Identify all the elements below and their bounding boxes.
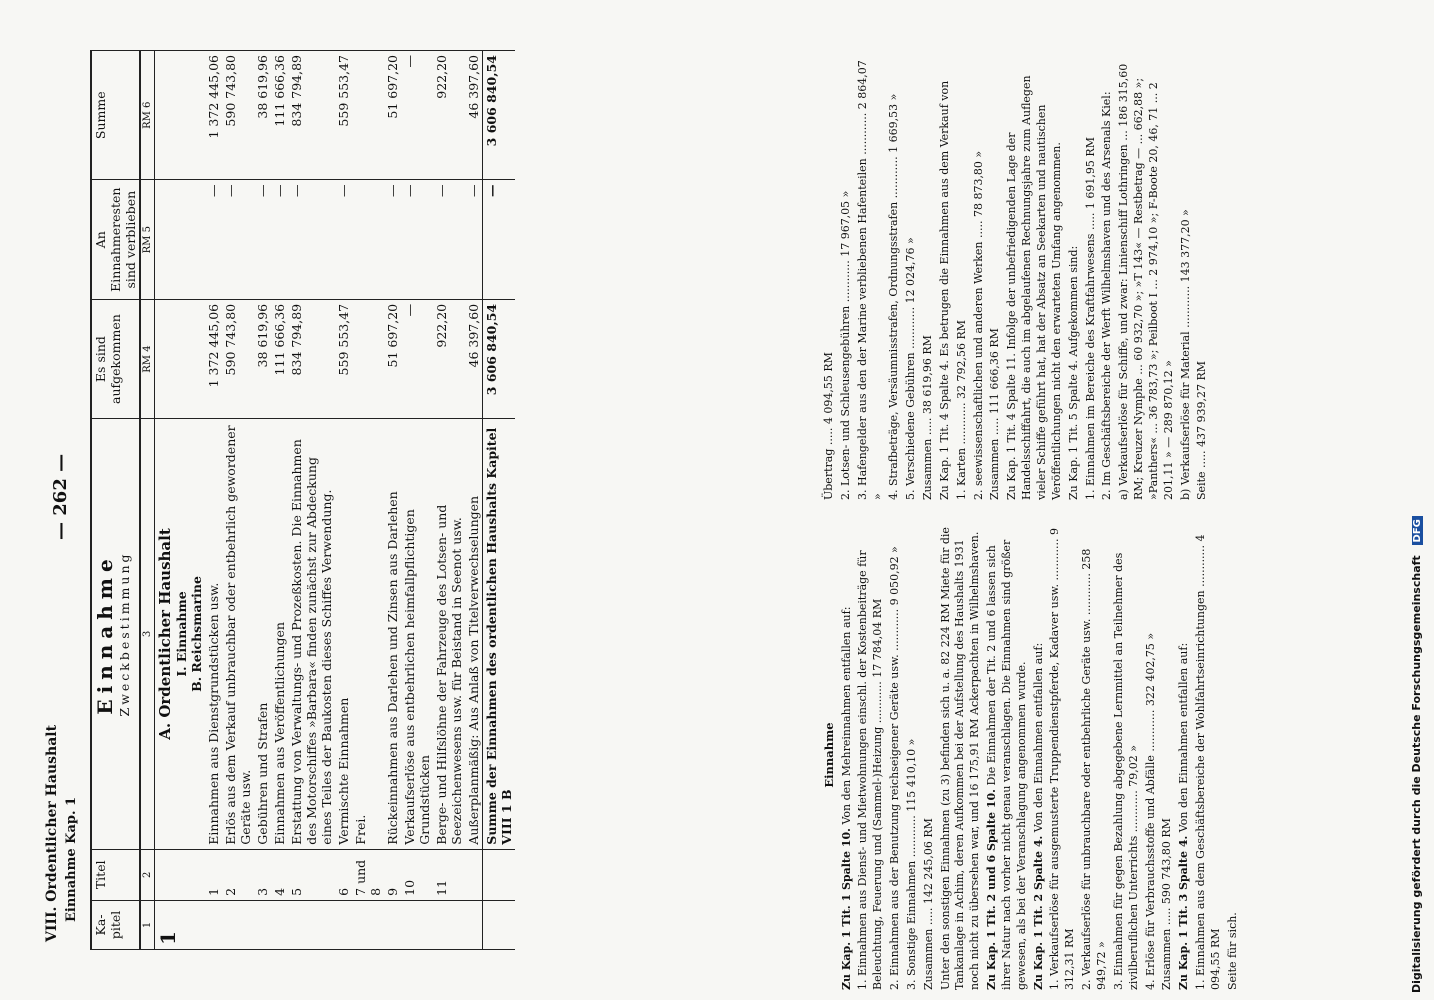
td-kapitel bbox=[205, 900, 222, 949]
col-aufgekommen: Es sind aufgekommen bbox=[91, 299, 140, 418]
table-row bbox=[335, 51, 352, 950]
note-paragraph: Zusammen ..... 111 666,36 RM bbox=[988, 328, 1002, 500]
notes-right bbox=[820, 60, 1380, 500]
dfg-logo: DFG bbox=[1412, 516, 1423, 545]
colnum-4 bbox=[140, 299, 155, 418]
td-summe: — bbox=[401, 51, 433, 180]
td-summe: 834 794,89 bbox=[288, 51, 335, 180]
td-reste: — bbox=[335, 180, 352, 299]
td-summe: 559 553,47 bbox=[335, 51, 352, 180]
td-titel: 4 bbox=[271, 849, 288, 900]
td-text: Einnahmen aus Dienstgrundstücken usw. bbox=[205, 419, 222, 849]
note-paragraph: 2. seewissenschaftlichen und anderen Werken ..... 78 873,80 » bbox=[971, 150, 985, 500]
note-paragraph: 2. Im Geschäftsbereiche der Werft Wilhelmshaven und des Arsenals Kiel: bbox=[1100, 91, 1114, 500]
colnum-6-num: 6 bbox=[142, 101, 153, 108]
note-text: Zusammen ..... 590 743,80 RM bbox=[1160, 818, 1174, 990]
note-paragraph: Zu Kap. 1 Tit. 5 Spalte 4. Aufgekommen sind: bbox=[1066, 245, 1080, 500]
note-paragraph: Seite ..... 437 939,27 RM bbox=[1195, 361, 1209, 500]
col-reste: An Einnahmeresten sind verblieben bbox=[91, 180, 140, 299]
note-paragraph bbox=[939, 520, 984, 990]
td-text: Rückeinnahmen aus Darlehen und Zinsen aus Darlehen bbox=[384, 419, 401, 849]
td-summe: 46 397,60 bbox=[465, 51, 483, 180]
note-text: Von den Einnahmen entfallen auf: bbox=[1177, 642, 1191, 833]
col-einnahme-subtitle: Zweckbestimmung bbox=[117, 551, 132, 717]
td-summe: 38 619,96 bbox=[254, 51, 271, 180]
td-text: Erlös aus dem Verkauf unbrauchbar oder entbehrlich gewordener Geräte usw. bbox=[222, 419, 254, 849]
td-text: Erstattung von Verwaltungs- und Prozeßkosten. Die Einnahmen des Motorschiffes »Barbara« finden zunächst zur Abdeckung eines Teiles der Baukosten dieses Schiffes Verwendung. bbox=[288, 419, 335, 849]
budget-table-region bbox=[40, 30, 820, 950]
notes-right-region bbox=[820, 60, 1380, 500]
td-text: Berge- und Hilfslöhne der Fahrzeuge des Lotsen- und Seezeichenwesens usw. für Beistand in Seenot usw. bbox=[433, 419, 465, 849]
td-titel: 6 bbox=[335, 849, 352, 900]
notes-left bbox=[820, 520, 1380, 990]
section-b: B. Reichsmarine bbox=[189, 576, 204, 692]
digitization-text: Digitalisierung gefördert durch die Deutsche Forschungsgemeinschaft bbox=[1410, 555, 1423, 993]
page-number: — 262 — bbox=[50, 453, 71, 540]
note-text: 2. Verkaufserlöse für unbrauchbare oder entbehrliche Geräte usw. ............ 258 949,72 » bbox=[1080, 548, 1109, 990]
col-kapitel: Ka-pitel bbox=[91, 900, 140, 949]
td-aufgekommen bbox=[352, 299, 384, 418]
note-paragraph: Übertrag ..... 4 094,55 RM bbox=[822, 352, 835, 500]
td-aufgekommen: 46 397,60 bbox=[465, 299, 483, 418]
note-paragraph: 4. Strafbeträge, Versäumnisstrafen, Ordnungsstrafen ............ 1 669,53 » bbox=[887, 93, 901, 500]
td-titel: 2 bbox=[222, 849, 254, 900]
note-heading: Zu Kap. 1 Tit. 1 Spalte 10. bbox=[839, 828, 853, 990]
td-kapitel bbox=[335, 900, 352, 949]
subsection-title: Einnahme Kap. 1 bbox=[64, 796, 79, 922]
td-text: Vermischte Einnahmen bbox=[335, 419, 352, 849]
td-aufgekommen: 590 743,80 bbox=[222, 299, 254, 418]
total-row bbox=[483, 51, 516, 950]
note-heading: Zu Kap. 1 Tit. 2 und 6 Spalte 10. bbox=[985, 789, 999, 990]
td-titel: 5 bbox=[288, 849, 335, 900]
td-text: Verkaufserlöse aus entbehrlichen heimfallpflichtigen Grundstücken bbox=[401, 419, 433, 849]
note-heading: Zu Kap. 1 Tit. 2 Spalte 4. bbox=[1031, 835, 1045, 990]
td-kapitel bbox=[433, 900, 465, 949]
note-paragraph bbox=[1080, 520, 1110, 990]
note-paragraph bbox=[905, 520, 920, 990]
page-header bbox=[40, 50, 90, 950]
note-paragraph: a) Verkaufserlöse für Schiffe, und zwar: Linienschiff Lothringen ... 186 315,60 RM; Kreuzer Nymphe ... 60 932,70 »; »T 143« — Restbetrag — ... 662,88 »; »Panthers« ... 36 783,73 »; Peilboot I ... 2 974,10 »; F-Boote 20, 46, 71 ... 2 201,11 » — 289 870,12 » bbox=[1117, 63, 1175, 500]
td-summe bbox=[352, 51, 384, 180]
td-aufgekommen: 51 697,20 bbox=[384, 299, 401, 418]
colnum-5 bbox=[140, 180, 155, 299]
note-paragraph bbox=[840, 520, 855, 990]
td-kapitel bbox=[465, 900, 483, 949]
note-paragraph bbox=[1144, 520, 1159, 990]
td-reste: — bbox=[222, 180, 254, 299]
td-reste: — bbox=[401, 180, 433, 299]
td-aufgekommen: 38 619,96 bbox=[254, 299, 271, 418]
table-row bbox=[222, 51, 254, 950]
kapitel-number: 1 bbox=[155, 900, 206, 949]
td-summe: 590 743,80 bbox=[222, 51, 254, 180]
td-reste bbox=[352, 180, 384, 299]
note-paragraph bbox=[1112, 520, 1142, 990]
total-reste: — bbox=[483, 180, 516, 299]
td-summe: 1 372 445,06 bbox=[205, 51, 222, 180]
note-text: 1. Einnahmen aus dem Geschäftsbereiche der Wohlfahrtseinrichtungen ............ 4 094,55 RM bbox=[1194, 534, 1222, 990]
td-kapitel bbox=[222, 900, 254, 949]
td-kapitel bbox=[254, 900, 271, 949]
td-aufgekommen: 834 794,89 bbox=[288, 299, 335, 418]
colnum-3: 3 bbox=[140, 419, 155, 849]
note-text: 4. Erlöse für Verbrauchsstoffe und Abfälle ............ 322 402,75 » bbox=[1143, 632, 1157, 990]
note-paragraph: b) Verkaufserlöse für Material ............ 143 377,20 » bbox=[1178, 209, 1192, 500]
td-text: Außerplanmäßig: Aus Anlaß von Titelverwechselungen bbox=[465, 419, 483, 849]
td-summe: 51 697,20 bbox=[384, 51, 401, 180]
col-einnahme bbox=[91, 419, 140, 849]
note-text: Unter den sonstigen Einnahmen (zu 3) befinden sich u. a. 82 224 RM Miete für die Tankanlage in Achim, deren Aufkommen bei der Aufstellung des Haushalts 1931 noch nicht zu übersehen war, und 16 175,91 RM Ackerpachten in Wilhelmshaven. bbox=[938, 527, 982, 990]
td-aufgekommen: 1 372 445,06 bbox=[205, 299, 222, 418]
note-text: Von den Mehreinnahmen entfallen auf: bbox=[839, 606, 853, 825]
section-i: I. Einnahme bbox=[174, 591, 189, 677]
note-text: Seite für sich. bbox=[1225, 912, 1239, 990]
table-row bbox=[433, 51, 465, 950]
currency-5: RM bbox=[142, 235, 153, 254]
td-kapitel bbox=[352, 900, 384, 949]
td-titel: 10 bbox=[401, 849, 433, 900]
note-paragraph: 3. Hafengelder aus den der Marine verbliebenen Hafenteilen ............ 2 864,07 » bbox=[855, 60, 884, 500]
total-summe: 3 606 840,54 bbox=[483, 51, 516, 180]
note-text: 1. Einnahmen aus Dienst- und Mietwohnungen einschl. der Kostenbeiträge für Beleuchtung, Feuerung und (Sammel-)Heizung ............ 17 784,04 RM bbox=[856, 550, 885, 990]
td-titel: 11 bbox=[433, 849, 465, 900]
section-title: VIII. Ordentlicher Haushalt bbox=[44, 724, 60, 942]
note-paragraph bbox=[1226, 520, 1241, 990]
colnum-2: 2 bbox=[140, 849, 155, 900]
note-text: 3. Sonstige Einnahmen ............ 115 410,10 » bbox=[904, 738, 918, 990]
td-reste: — bbox=[465, 180, 483, 299]
note-paragraph bbox=[922, 520, 937, 990]
td-reste: — bbox=[384, 180, 401, 299]
td-titel: 1 bbox=[205, 849, 222, 900]
td-kapitel bbox=[271, 900, 288, 949]
table-row bbox=[205, 51, 222, 950]
note-text: 2. Einnahmen aus der Benutzung reichseigener Geräte usw. ............ 9 050,92 » bbox=[888, 546, 902, 990]
td-kapitel bbox=[384, 900, 401, 949]
table-row bbox=[352, 51, 384, 950]
note-text: Von den Einnahmen entfallen auf: bbox=[1031, 642, 1045, 833]
budget-table bbox=[90, 50, 515, 950]
note-paragraph bbox=[985, 520, 1030, 990]
note-text: Die Einnahmen der Tit. 2 und 6 lassen sich ihrer Natur nach vorher nicht genau veranschlagen. Die Einnahmen sind größer gewesen, als bei der Veranschlagung angenommen wurde. bbox=[985, 539, 1028, 990]
note-paragraph bbox=[1032, 520, 1047, 990]
colnum-5-num: 5 bbox=[142, 226, 153, 233]
table-row bbox=[288, 51, 335, 950]
table-row bbox=[401, 51, 433, 950]
td-reste: — bbox=[433, 180, 465, 299]
table-row bbox=[254, 51, 271, 950]
col-summe: Summe bbox=[91, 51, 140, 180]
section-a: A. Ordentlicher Haushalt bbox=[156, 528, 174, 740]
td-reste: — bbox=[254, 180, 271, 299]
td-aufgekommen: 922,20 bbox=[433, 299, 465, 418]
table-row bbox=[271, 51, 288, 950]
note-paragraph: Zusammen ..... 38 619,96 RM bbox=[921, 335, 935, 500]
td-reste: — bbox=[271, 180, 288, 299]
td-aufgekommen: 111 666,36 bbox=[271, 299, 288, 418]
currency-4: RM bbox=[142, 354, 153, 373]
td-titel bbox=[465, 849, 483, 900]
td-titel: 9 bbox=[384, 849, 401, 900]
notes-left-region bbox=[820, 520, 1380, 990]
td-summe: 922,20 bbox=[433, 51, 465, 180]
note-paragraph: Zu Kap. 1 Tit. 4 Spalte 4. Es betrugen die Einnahmen aus dem Verkauf von bbox=[937, 80, 951, 500]
total-aufgekommen: 3 606 840,54 bbox=[483, 299, 516, 418]
td-kapitel bbox=[401, 900, 433, 949]
td-reste: — bbox=[288, 180, 335, 299]
currency-6: RM bbox=[142, 111, 153, 129]
note-text: 1. Verkaufserlöse für ausgemusterte Truppendienstpferde, Kadaver usw. ............ 9 312,31 RM bbox=[1048, 528, 1077, 990]
note-paragraph bbox=[1160, 520, 1175, 990]
td-aufgekommen: — bbox=[401, 299, 433, 418]
note-paragraph bbox=[1177, 520, 1192, 990]
td-summe: 111 666,36 bbox=[271, 51, 288, 180]
td-text: Frei. bbox=[352, 419, 384, 849]
note-paragraph bbox=[888, 520, 903, 990]
total-label: Summe der Einnahmen des ordentlichen Haushalts Kapitel VIII 1 B bbox=[483, 419, 516, 849]
notes-left-title: Einnahme bbox=[822, 722, 836, 788]
td-text: Gebühren und Strafen bbox=[254, 419, 271, 849]
digitization-caption bbox=[1410, 8, 1432, 993]
note-paragraph: 5. Verschiedene Gebühren ............ 12 024,76 » bbox=[904, 237, 918, 500]
note-paragraph bbox=[1194, 520, 1224, 990]
note-text: Zusammen ..... 142 245,06 RM bbox=[921, 818, 935, 990]
note-paragraph bbox=[1048, 520, 1078, 990]
note-paragraph bbox=[856, 520, 886, 990]
colnum-4-num: 4 bbox=[142, 345, 153, 352]
td-text: Einnahmen aus Veröffentlichungen bbox=[271, 419, 288, 849]
td-titel: 3 bbox=[254, 849, 271, 900]
note-heading: Zu Kap. 1 Tit. 3 Spalte 4. bbox=[1177, 835, 1191, 990]
col-einnahme-title: Einnahme bbox=[93, 553, 117, 715]
note-paragraph: 1. Karten ............ 32 792,56 RM bbox=[954, 319, 968, 500]
colnum-1: 1 bbox=[140, 900, 155, 949]
td-titel: 7 und 8 bbox=[352, 849, 384, 900]
note-paragraph: 1. Einnahmen im Bereiche des Kraftfahrwesens ..... 1 691,95 RM bbox=[1083, 137, 1097, 500]
td-kapitel bbox=[288, 900, 335, 949]
colnum-6 bbox=[140, 51, 155, 180]
note-text: 3. Einnahmen für gegen Bezahlung abgegebene Lernmittel an Teilnehmer des zivilberuflichen Unterrichts ............ 79,02 » bbox=[1111, 552, 1140, 990]
td-reste: — bbox=[205, 180, 222, 299]
td-aufgekommen: 559 553,47 bbox=[335, 299, 352, 418]
note-paragraph: Zu Kap. 1 Tit. 4 Spalte 11. Infolge der unbefriedigenden Lage der Handelsschiffahrt, die auch im abgelaufenen Rechnungsjahre zum Auflegen vieler Schiffe geführt hat, hat der Absatz an Seekarten und nautischen Veröffentlichungen nicht den erwarteten Umfang angenommen. bbox=[1005, 75, 1063, 500]
table-row bbox=[384, 51, 401, 950]
note-paragraph: 2. Lotsen- und Schleusengebühren ............ 17 967,05 » bbox=[838, 190, 852, 500]
table-row bbox=[465, 51, 483, 950]
col-titel: Titel bbox=[91, 849, 140, 900]
